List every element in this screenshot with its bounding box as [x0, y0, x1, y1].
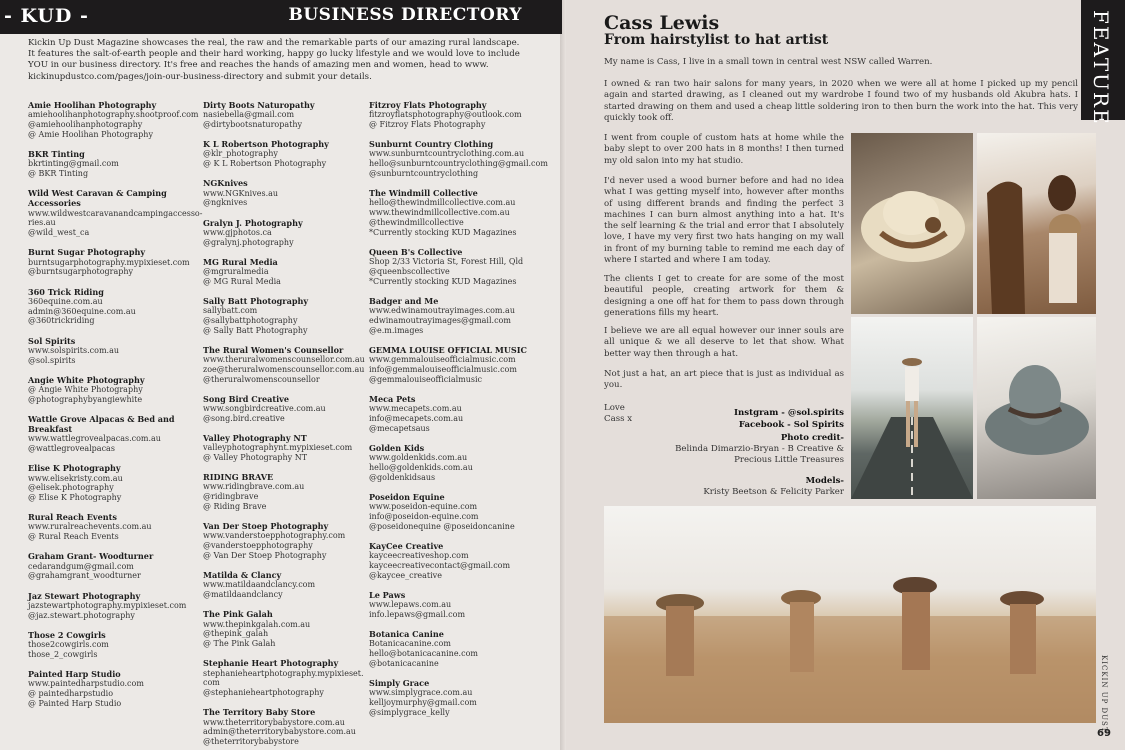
business-contact: www.lepaws.com.au [369, 600, 452, 610]
directory-entry [369, 296, 541, 336]
business-contact: @ridingbrave [203, 492, 259, 502]
business-contact: jazstewartphotography.mypixieset.com [28, 600, 187, 610]
business-contact: www.ridingbrave.com.au [203, 482, 305, 492]
business-contact: @burntsugarphotography [28, 267, 134, 277]
business-contact: @photographybyangiewhite [28, 394, 143, 404]
business-contact: info@gemmalouiseofficialmusic.com [369, 364, 517, 374]
business-contact: @e.m.images [369, 325, 424, 335]
business-contact: @ paintedharpstudio [28, 689, 114, 699]
business-contact: @jaz.stewart.photography [28, 610, 135, 620]
business-contact: @thepink_galah [203, 629, 269, 639]
business-name: The Rural Women's Counsellor [203, 344, 344, 355]
business-name: 360 Trick Riding [28, 286, 104, 297]
facebook-credit [594, 420, 844, 432]
directory-entry [203, 609, 375, 649]
business-contact: @ Fitzroy Flats Photography [369, 120, 486, 129]
directory-entry [203, 139, 375, 169]
business-contact: @poseidonequine @poseidoncanine [369, 521, 515, 531]
instagram-credit [594, 408, 844, 420]
business-contact: @vanderstoepphotography [203, 541, 313, 551]
magazine-vertical-label: KICKIN UP DUST [1100, 655, 1108, 733]
directory-entry [203, 472, 375, 512]
business-contact: burntsugarphotography.mypixieset.com [28, 257, 190, 267]
directory-entry [203, 100, 375, 130]
business-contact: www.wildwestcaravanandcampingaccesso- [28, 208, 203, 218]
business-contact: www.gemmalouiseofficialmusic.com [369, 355, 516, 365]
business-name: Le Paws [369, 589, 406, 600]
business-contact: www.ruralreachevents.com.au [28, 522, 152, 532]
photo-credit-label: Photo credit- [780, 433, 844, 443]
business-contact: @thewindmillcollective [369, 217, 464, 227]
business-contact: www.edwinamoutrayimages.com.au [369, 306, 515, 316]
feature-tab-label: FEATURE [1089, 10, 1113, 126]
business-name: Badger and Me [369, 295, 439, 306]
business-contact: www.solspirits.com.au [28, 345, 119, 355]
business-contact: www.theruralwomenscounsellor.com.au [203, 355, 365, 365]
business-name: Amie Hoolihan Photography [28, 100, 157, 110]
directory-entry [28, 463, 200, 503]
directory-entry [28, 551, 200, 581]
business-contact: Shop 2/33 Victoria St, Forest Hill, Qld [369, 257, 524, 267]
directory-entry [203, 394, 375, 424]
business-name: Matilda & Clancy [203, 570, 282, 581]
directory-entry [369, 188, 541, 237]
business-name: Wild West Caravan & Camping Accessories [28, 188, 167, 209]
models-names: Kristy Beetson & Felicity Parker [703, 487, 844, 497]
article-paragraph: I went from couple of custom hats at home while the baby slept to over 200 hats in 8 months! I then turned my old salon into my hat studio. [604, 133, 844, 166]
business-contact: Botanicacanine.com [369, 639, 451, 649]
directory-entry [28, 512, 200, 542]
directory-entry [203, 433, 375, 463]
business-contact: @grahamgrant_woodturner [28, 571, 141, 581]
directory-entry [203, 707, 375, 747]
business-contact: @sallybattphotography [203, 315, 298, 325]
business-name: Song Bird Creative [203, 393, 290, 404]
directory-header-bar [0, 0, 562, 34]
business-name: KayCee Creative [369, 540, 444, 551]
business-contact: those2cowgirls.com [28, 640, 109, 650]
business-contact: @dirtybootsnaturopathy [203, 120, 303, 129]
business-contact: @theterritorybabystore [203, 737, 299, 747]
business-name: Sally Batt Photography [203, 295, 309, 306]
models-label: Models- [805, 476, 844, 486]
directory-entry [203, 521, 375, 561]
business-contact: nasiebella@gmail.com [203, 110, 295, 120]
directory-entry [28, 591, 200, 621]
business-name: The Windmill Collective [369, 188, 478, 199]
business-name: BKR Tinting [28, 148, 85, 159]
directory-entry [28, 100, 200, 140]
business-name: Golden Kids [369, 442, 425, 453]
business-contact: @goldenkidsaus [369, 472, 436, 482]
business-contact: *Currently stocking KUD Magazines [369, 276, 517, 286]
directory-entry [203, 658, 375, 698]
business-name: Angie White Photography [28, 374, 145, 385]
directory-column-1 [28, 100, 203, 718]
directory-entry [369, 590, 541, 620]
business-contact: @ Amie Hoolihan Photography [28, 129, 153, 139]
business-name: Elise K Photography [28, 463, 121, 474]
directory-entry [369, 247, 541, 287]
business-contact: @ Sally Batt Photography [203, 325, 308, 335]
page-gutter [560, 0, 566, 750]
business-contact: amiehoolihanphotography.shootproof.com [28, 110, 199, 120]
business-contact: @elisek.photography [28, 483, 114, 493]
business-name: Botanica Canine [369, 629, 444, 640]
business-contact: @ Riding Brave [203, 502, 267, 512]
article-paragraph: I'd never used a wood burner before and had no idea what I was getting myself into, however after months of using different brands and finding the perfect 3 machines I can burn almost anything into a hat. It's the self learning & the trial and error that I absolutely love, I have my very first two hats hanging on my wall in front of my burning table to remind me each day of where I started and where I am today. [604, 176, 844, 266]
photo-grey-hat [977, 317, 1096, 499]
article-paragraph: I owned & ran two hair salons for many years, in 2020 when we were all at home I picked up my pencil again and started drawing, as I cleaned out my wardrobe I found two of my husbands old Akubra hats. I started drawing on them and used a cheap little soldering iron to then burn the work into the hat. This very quickly took off. [604, 79, 1078, 123]
business-contact: www.theterritorybabystore.com.au [203, 717, 345, 727]
business-contact: @kaycee_creative [369, 570, 442, 580]
business-contact: @theruralwomenscounsellor [203, 374, 320, 384]
business-contact: ries.au [28, 218, 56, 228]
business-name: Sol Spirits [28, 335, 76, 346]
directory-entry [369, 443, 541, 483]
business-contact: www.goldenkids.com.au [369, 453, 468, 463]
business-contact: kelljoymurphy@gmail.com [369, 698, 477, 708]
directory-entry [369, 100, 541, 130]
business-name: Gralyn J. Photography [203, 217, 303, 228]
business-contact: hello@thewindmillcollective.com.au [369, 198, 516, 208]
business-contact: hello@sunburntcountryclothing@gmail.com [369, 159, 548, 169]
business-contact: @gemmalouiseofficialmusic [369, 374, 483, 384]
business-name: Stephanie Heart Photography [203, 658, 339, 669]
business-contact: cedarandgum@gmail.com [28, 561, 134, 571]
business-contact: @song.bird.creative [203, 413, 285, 423]
directory-entry [369, 678, 541, 718]
business-contact: @ K L Robertson Photography [203, 159, 327, 169]
business-name: Meca Pets [369, 393, 416, 404]
business-contact: @botanicacanine [369, 658, 439, 668]
business-name: Van Der Stoep Photography [203, 521, 329, 532]
business-contact: www.poseidon-equine.com [369, 502, 478, 512]
business-contact: www.vanderstoepphotography.com [203, 531, 346, 541]
business-contact: @360trickriding [28, 316, 95, 326]
directory-entry [369, 345, 541, 385]
business-contact: *Currently stocking KUD Magazines [369, 227, 517, 237]
directory-entry [369, 541, 541, 581]
directory-entry [28, 375, 200, 405]
business-contact: www.wattlegrovealpacas.com.au [28, 434, 161, 444]
signoff-name: Cass x [604, 414, 633, 425]
business-contact: @gralynj.photography [203, 237, 294, 247]
directory-column-3 [369, 100, 548, 727]
business-contact: www.mecapets.com.au [369, 404, 462, 414]
business-contact: stephanieheartphotography.mypixieset. [203, 668, 364, 678]
business-contact: @ Van Der Stoep Photography [203, 551, 327, 561]
business-name: The Territory Baby Store [203, 707, 316, 718]
business-name: Simply Grace [369, 678, 430, 689]
business-contact: www.NGKnives.au [203, 188, 279, 198]
business-name: Sunburnt Country Clothing [369, 139, 494, 150]
section-label: - KUD - [4, 5, 89, 27]
directory-intro: Kickin Up Dust Magazine showcases the real, the raw and the remarkable parts of our amazing rural landscape. It features the salt-of-earth people and their hard working, happy go lucky lifestyle and we would love to include YOU in our business directory. It's free and reaches the hands of amazing men and women, head to www. kickinupdustco.com/pages/join-our-business-directory and submit your details. [28, 38, 520, 82]
business-name: GEMMA LOUISE OFFICIAL MUSIC [369, 344, 527, 355]
directory-entry [203, 570, 375, 600]
directory-entry [28, 247, 200, 277]
business-contact: www.sunburntcountryclothing.com.au [369, 149, 525, 159]
business-contact: hello@botanicacanine.com [369, 649, 478, 659]
business-contact: @ MG Rural Media [203, 276, 281, 286]
business-contact: fitzroyflatsphotography@outlook.com [369, 110, 522, 120]
directory-column-2 [203, 100, 375, 750]
business-name: Poseidon Equine [369, 491, 445, 502]
business-contact: @matildaandclancy [203, 590, 283, 600]
business-contact: edwinamoutrayimages@gmail.com [369, 315, 511, 325]
article-paragraph: Not just a hat, an art piece that is just as individual as you. [604, 369, 844, 391]
directory-entry [28, 149, 200, 179]
directory-entry [28, 630, 200, 660]
directory-entry [203, 257, 375, 287]
business-contact: com [203, 678, 220, 688]
business-name: Rural Reach Events [28, 512, 117, 523]
business-contact: www.thewindmillcollective.com.au [369, 208, 510, 218]
business-contact: www.paintedharpstudio.com [28, 679, 144, 689]
directory-entry [203, 178, 375, 208]
business-contact: @ Painted Harp Studio [28, 698, 122, 708]
directory-entry [369, 629, 541, 669]
directory-entry [28, 414, 200, 454]
business-contact: info@poseidon-equine.com [369, 511, 479, 521]
business-name: Jaz Stewart Photography [28, 590, 141, 601]
business-contact: @ BKR Tinting [28, 168, 89, 178]
business-contact: www.thepinkgalah.com.au [203, 619, 311, 629]
business-contact: @amiehoolihanphotography [28, 120, 143, 129]
business-contact: sallybatt.com [203, 306, 258, 316]
business-contact: @wattlegrovealpacas [28, 444, 115, 454]
business-name: Those 2 Cowgirls [28, 629, 106, 640]
business-contact: valleyphotographynt.mypixieset.com [203, 443, 353, 453]
business-name: Dirty Boots Naturopathy [203, 100, 315, 110]
business-contact: @ Elise K Photography [28, 493, 122, 503]
business-contact: www.gjphotos.ca [203, 227, 272, 237]
article-paragraph: My name is Cass, I live in a small town in central west NSW called Warren. [604, 57, 933, 67]
business-contact: www.simplygrace.com.au [369, 688, 473, 698]
business-contact: @sol.spirits [28, 355, 76, 365]
business-contact: @klr_photography [203, 149, 278, 159]
business-contact: @ The Pink Galah [203, 639, 276, 649]
business-contact: @ Rural Reach Events [28, 532, 119, 542]
business-contact: @simplygrace_kelly [369, 707, 450, 717]
business-contact: those_2_cowgirls [28, 649, 98, 659]
business-contact: @ngknives [203, 198, 248, 208]
business-contact: @sunburntcountryclothing [369, 168, 479, 178]
photo-burnt-hat [851, 133, 973, 314]
business-name: Burnt Sugar Photography [28, 247, 146, 258]
photo-credit-line-1: Belinda Dimarzio-Bryan - B Creative & [675, 444, 844, 454]
business-contact: @wild_west_ca [28, 228, 90, 238]
directory-entry [369, 139, 548, 179]
business-contact: kayceecreativecontact@gmail.com [369, 560, 511, 570]
photo-woman-on-road [851, 317, 973, 499]
directory-entry [28, 336, 200, 366]
business-contact: www.matildaandclancy.com [203, 580, 316, 590]
page-title: BUSINESS DIRECTORY [288, 5, 522, 25]
business-contact: www.songbirdcreative.com.au [203, 404, 326, 414]
business-contact: @ Angie White Photography [28, 384, 143, 394]
article-subtitle: From hairstylist to hat artist [604, 32, 829, 48]
business-contact: @stephanieheartphotography [203, 688, 324, 698]
business-name: Painted Harp Studio [28, 669, 121, 680]
business-contact: @mecapetsaus [369, 423, 430, 433]
business-contact: info@mecapets.com.au [369, 413, 464, 423]
business-contact: hello@goldenkids.com.au [369, 462, 473, 472]
business-name: NGKnives [203, 178, 248, 189]
photo-credit-line-2: Precious Little Treasures [734, 455, 844, 465]
photo-woman-with-horse [977, 133, 1096, 314]
business-contact: info.lepaws@gmail.com [369, 609, 466, 619]
business-contact: @queenbscollective [369, 266, 450, 276]
business-name: Wattle Grove Alpacas & Bed and Breakfast [28, 413, 175, 435]
business-name: K L Robertson Photography [203, 139, 329, 150]
directory-entry [369, 492, 541, 532]
business-contact: www.elisekristy.com.au [28, 473, 123, 483]
article-paragraph: The clients I get to create for are some of the most beautiful people, creating artwork for them & designing a one off hat for them to pass down through generations fills my heart. [604, 274, 844, 318]
directory-entry [28, 188, 203, 238]
article-paragraph: I believe we are all equal however our inner souls are all unique & we all deserve to let that show. What better way then through a hat. [604, 326, 844, 359]
business-name: Valley Photography NT [203, 433, 307, 444]
business-contact: kayceecreativeshop.com [369, 551, 469, 561]
business-contact: @mgruralmedia [203, 266, 269, 276]
business-name: RIDING BRAVE [203, 472, 274, 483]
directory-entry [203, 345, 375, 385]
article-title: Cass Lewis [604, 12, 720, 34]
directory-entry [28, 669, 200, 709]
directory-entry [203, 296, 375, 336]
business-name: Queen B's Collective [369, 246, 463, 257]
business-contact: 360equine.com.au [28, 296, 103, 306]
facebook-handle: Facebook - Sol Spirits [738, 420, 844, 430]
instagram-handle: Instgram - @sol.spirits [734, 408, 844, 418]
directory-entry [28, 287, 200, 327]
business-name: Fitzroy Flats Photography [369, 100, 487, 110]
business-contact: bkrtinting@gmail.com [28, 159, 119, 169]
directory-entry [369, 394, 541, 434]
business-contact: zoe@theruralwomenscounsellor.com.au [203, 364, 365, 374]
directory-entry [203, 218, 375, 248]
business-name: The Pink Galah [203, 609, 273, 620]
business-contact: @ Valley Photography NT [203, 453, 308, 463]
business-contact: admin@theterritorybabystore.com.au [203, 727, 356, 737]
business-name: Graham Grant- Woodturner [28, 551, 154, 562]
business-contact: admin@360equine.com.au [28, 306, 136, 316]
business-name: MG Rural Media [203, 256, 278, 267]
photo-four-women-in-field [604, 506, 1096, 723]
signoff-love: Love [604, 403, 625, 413]
page-number: 69 [1097, 728, 1111, 739]
